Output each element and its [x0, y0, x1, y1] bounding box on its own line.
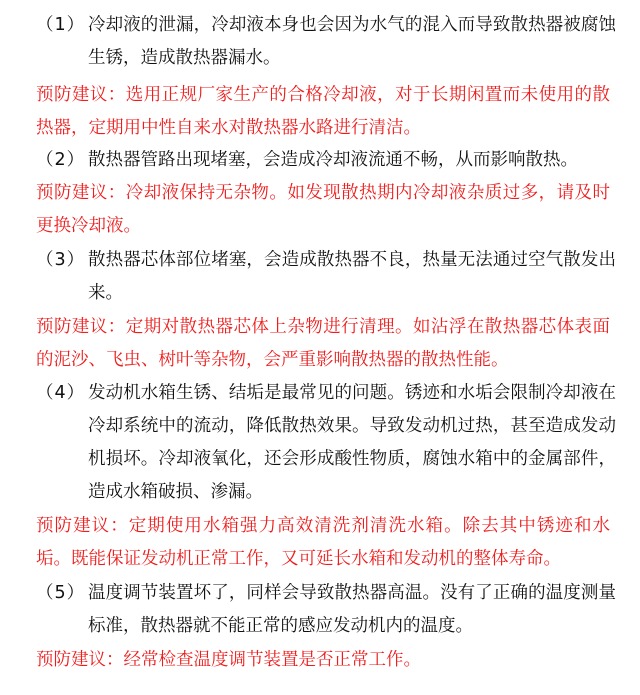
- cause-item-3: [36, 244, 616, 310]
- item-number: （2）: [36, 150, 86, 170]
- item-text: 温度调节装置坏了，同样会导致散热器高温。没有了正确的温度测量标准，散热器就不能正常的感应发动机内的温度。: [88, 583, 616, 636]
- cause-item-5: [36, 577, 616, 643]
- advice-2: 预防建议：冷却液保持无杂物。如发现散热期内冷却液杂质过多，请及时更换冷却液。: [36, 183, 610, 236]
- advice-3: 预防建议：定期对散热器芯体上杂物进行清理。如沾浮在散热器芯体表面的泥沙、飞虫、树叶等杂物，会严重影响散热器的散热性能。: [36, 317, 610, 370]
- item-text: 散热器管路出现堵塞，会造成冷却液流通不畅，从而影响散热。: [88, 150, 578, 170]
- item-text: 散热器芯体部位堵塞，会造成散热器不良，热量无法通过空气散发出来。: [88, 250, 616, 303]
- cause-item-2: [36, 144, 616, 177]
- item-number: （4）: [36, 383, 86, 403]
- advice-5: 预防建议：经常检查温度调节装置是否正常工作。: [36, 650, 421, 670]
- item-number: （3）: [36, 250, 86, 270]
- advice-1: 预防建议：选用正规厂家生产的合格冷却液，对于长期闲置而未使用的散热器，定期用中性自来水对散热器水路进行清洁。: [36, 85, 610, 138]
- cause-item-4: [36, 377, 616, 509]
- item-number: （5）: [36, 583, 86, 603]
- cause-item-1: [36, 9, 616, 75]
- advice-4: 预防建议：定期使用水箱强力高效清洗剂清洗水箱。除去其中锈迹和水垢。既能保证发动机正常工作，又可延长水箱和发动机的整体寿命。: [36, 516, 610, 569]
- item-text: 发动机水箱生锈、结垢是最常见的问题。锈迹和水垢会限制冷却液在冷却系统中的流动，降低散热效果。导致发动机过热，甚至造成发动机损坏。冷却液氧化，还会形成酸性物质，腐蚀水箱中的金属部件，造成水箱破损、渗漏。: [88, 383, 616, 502]
- item-text: 冷却液的泄漏，冷却液本身也会因为水气的混入而导致散热器被腐蚀生锈，造成散热器漏水。: [88, 15, 616, 68]
- item-number: （1）: [36, 15, 86, 35]
